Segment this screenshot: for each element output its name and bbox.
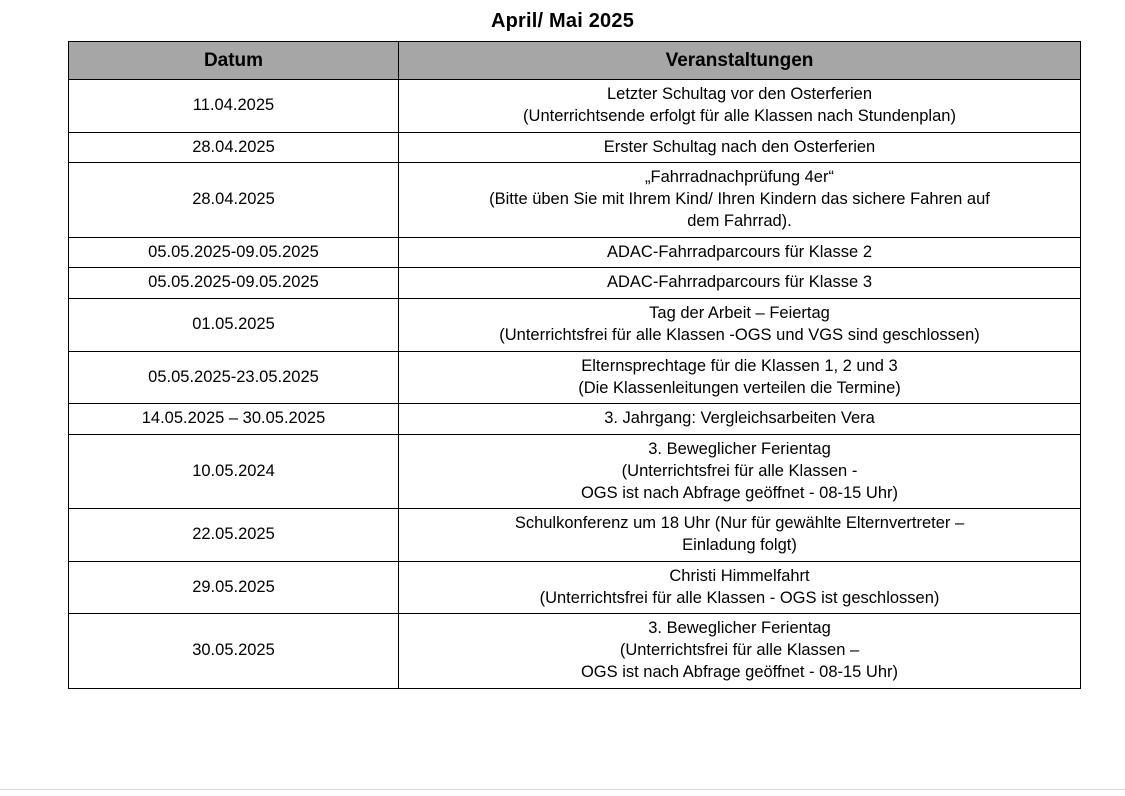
- table-header: [69, 42, 1081, 80]
- cell-event: [399, 299, 1081, 352]
- cell-event: [399, 163, 1081, 237]
- table-row: [69, 561, 1081, 614]
- cell-date: 30.05.2025: [69, 614, 399, 688]
- cell-event: [399, 435, 1081, 509]
- event-line: Schulkonferenz um 18 Uhr (Nur für gewählte Elternvertreter –: [514, 514, 965, 533]
- event-line: (Die Klassenleitungen verteilen die Termine): [578, 378, 901, 397]
- cell-date: 28.04.2025: [69, 163, 399, 237]
- cell-date: 29.05.2025: [69, 561, 399, 614]
- cell-event: [399, 561, 1081, 614]
- event-line: ADAC-Fahrradparcours für Klasse 3: [606, 273, 872, 292]
- cell-date: 11.04.2025: [69, 80, 399, 133]
- cell-event: [399, 509, 1081, 562]
- event-line: (Unterrichtsfrei für alle Klassen –: [619, 641, 860, 660]
- cell-event: [399, 80, 1081, 133]
- cell-date: 10.05.2024: [69, 435, 399, 509]
- schedule-table: [68, 41, 1081, 689]
- column-header-date: Datum: [69, 42, 399, 80]
- cell-event: [399, 237, 1081, 268]
- event-line: 3. Beweglicher Ferientag: [648, 619, 831, 638]
- cell-date: 14.05.2025 – 30.05.2025: [69, 404, 399, 435]
- event-line: „Fahrradnachprüfung 4er“: [645, 168, 834, 187]
- event-line: OGS ist nach Abfrage geöffnet - 08-15 Uhr): [580, 483, 899, 502]
- event-line: (Unterrichtsfrei für alle Klassen -OGS und VGS sind geschlossen): [499, 325, 980, 344]
- table-row: [69, 80, 1081, 133]
- table-row: [69, 614, 1081, 688]
- page-title: April/ Mai 2025: [490, 10, 635, 32]
- event-line: 3. Jahrgang: Vergleichsarbeiten Vera: [604, 409, 875, 428]
- cell-event: [399, 268, 1081, 299]
- event-line: dem Fahrrad).: [687, 211, 792, 230]
- event-line: Christi Himmelfahrt: [669, 566, 810, 585]
- cell-event: [399, 351, 1081, 404]
- table-row: [69, 237, 1081, 268]
- cell-event: [399, 132, 1081, 163]
- event-line: (Unterrichtsende erfolgt für alle Klassen nach Stundenplan): [523, 106, 956, 125]
- event-line: Elternsprechtage für die Klassen 1, 2 und 3: [581, 356, 898, 375]
- event-line: Tag der Arbeit – Feiertag: [649, 304, 830, 323]
- table-row: [69, 163, 1081, 237]
- cell-date: 22.05.2025: [69, 509, 399, 562]
- event-line: (Unterrichtsfrei für alle Klassen -: [621, 461, 858, 480]
- event-line: OGS ist nach Abfrage geöffnet - 08-15 Uhr): [580, 662, 899, 681]
- table-row: [69, 509, 1081, 562]
- table-row: [69, 351, 1081, 404]
- event-line: Letzter Schultag vor den Osterferien: [606, 85, 873, 104]
- cell-event: [399, 614, 1081, 688]
- table-row: [69, 299, 1081, 352]
- table-row: [69, 404, 1081, 435]
- page-bottom-divider: [0, 789, 1125, 790]
- event-line: (Unterrichtsfrei für alle Klassen - OGS ist geschlossen): [539, 588, 940, 607]
- table-row: [69, 268, 1081, 299]
- event-line: 3. Beweglicher Ferientag: [648, 440, 831, 459]
- cell-date: 05.05.2025-09.05.2025: [69, 268, 399, 299]
- column-header-events: Veranstaltungen: [399, 42, 1081, 80]
- event-line: Einladung folgt): [682, 536, 797, 555]
- cell-date: 05.05.2025-09.05.2025: [69, 237, 399, 268]
- cell-date: 28.04.2025: [69, 132, 399, 163]
- table-row: [69, 435, 1081, 509]
- cell-event: [399, 404, 1081, 435]
- table-header-row: [69, 42, 1081, 80]
- event-line: (Bitte üben Sie mit Ihrem Kind/ Ihren Kindern das sichere Fahren auf: [489, 190, 990, 209]
- cell-date: 05.05.2025-23.05.2025: [69, 351, 399, 404]
- schedule-table-container: [0, 41, 1125, 689]
- event-line: ADAC-Fahrradparcours für Klasse 2: [606, 242, 872, 261]
- cell-date: 01.05.2025: [69, 299, 399, 352]
- event-line: Erster Schultag nach den Osterferien: [603, 137, 876, 156]
- document-page: [0, 10, 1125, 796]
- table-body: [69, 80, 1081, 689]
- table-row: [69, 132, 1081, 163]
